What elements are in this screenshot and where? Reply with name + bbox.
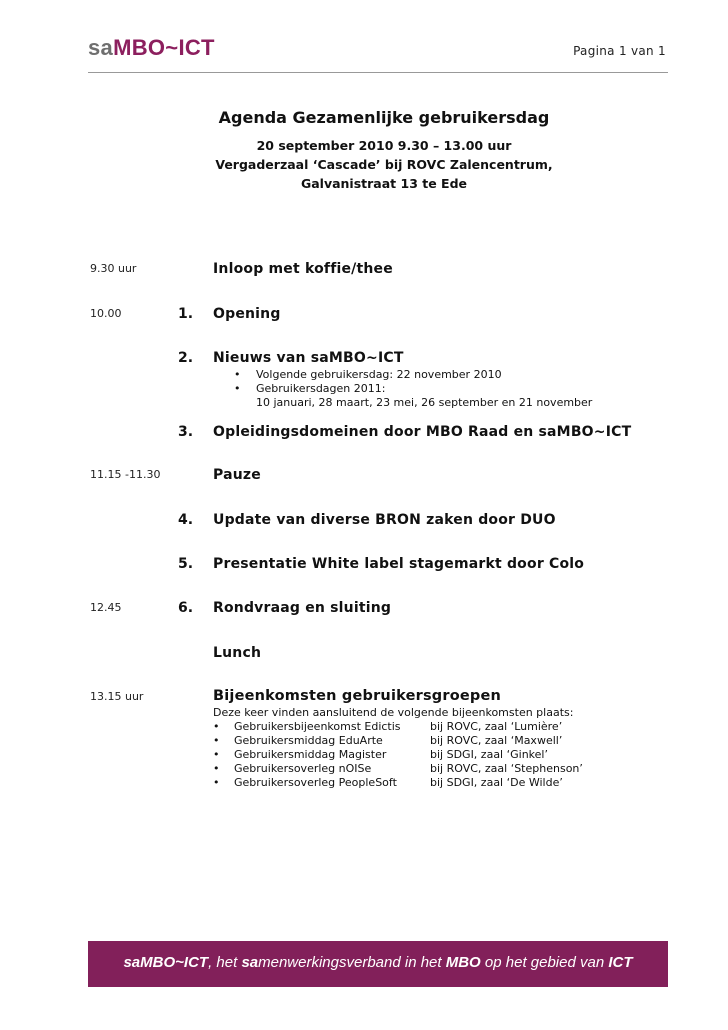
group-name: Gebruikersbijeenkomst Edictis: [234, 720, 401, 733]
footer-emphasis: ICT: [608, 954, 633, 971]
agenda-item-nieuws: Nieuws van saMBO~ICT: [213, 350, 404, 366]
agenda-item-inloop: Inloop met koffie/thee: [213, 261, 393, 277]
bijeenkomsten-note: Deze keer vinden aansluitend de volgende bijeenkomsten plaats:: [213, 706, 574, 719]
footer-brand: saMBO~ICT: [123, 954, 209, 971]
agenda-item-rondvraag: Rondvraag en sluiting: [213, 600, 392, 616]
time-rondvraag: 12.45: [90, 601, 122, 614]
footer-text: op het gebied van: [480, 954, 609, 971]
list-item: [213, 762, 583, 776]
agenda-number-4: 4.: [178, 512, 194, 528]
group-name: Gebruikersoverleg nOISe: [234, 762, 372, 775]
list-item: • Volgende gebruikersdag: 22 november 2010: [234, 368, 502, 382]
group-name: Gebruikersmiddag EduArte: [234, 734, 383, 747]
list-item: • Gebruikersdagen 2011:: [234, 382, 502, 396]
time-pauze: 11.15 -11.30: [90, 468, 161, 481]
group-place: bij SDGI, zaal ‘De Wilde’: [430, 776, 563, 789]
logo-mbo-ict: MBO~ICT: [113, 35, 215, 60]
footer-emphasis: MBO: [445, 954, 481, 971]
event-date-time: 20 september 2010 9.30 – 13.00 uur: [256, 138, 512, 153]
agenda-item-pauze: Pauze: [213, 467, 261, 483]
time-bijeenkomsten: 13.15 uur: [90, 690, 144, 703]
agenda-item-opening: Opening: [213, 306, 281, 322]
agenda-item-opleidingsdomeinen: Opleidingsdomeinen door MBO Raad en saMBO~ICT: [213, 424, 632, 440]
group-name: Gebruikersoverleg PeopleSoft: [234, 776, 397, 789]
agenda-number-5: 5.: [178, 556, 194, 572]
group-name: Gebruikersmiddag Magister: [234, 748, 387, 761]
logo-sa: sa: [88, 35, 114, 60]
list-item: [213, 734, 583, 748]
agenda-number-2: 2.: [178, 350, 194, 366]
user-group-list: [213, 720, 583, 790]
header-divider: [88, 72, 668, 73]
event-venue: Vergaderzaal ‘Cascade’ bij ROVC Zalencentrum,: [215, 157, 553, 172]
agenda-item-update: Update van diverse BRON zaken door DUO: [213, 512, 556, 528]
footer-emphasis: sa: [241, 954, 259, 971]
list-item: [213, 776, 583, 790]
nieuws-dates-2011: 10 januari, 28 maart, 23 mei, 26 september en 21 november: [256, 396, 593, 409]
group-place: bij ROVC, zaal ‘Maxwell’: [430, 734, 563, 747]
page-title: Agenda Gezamenlijke gebruikersdag: [218, 108, 550, 127]
group-place: bij ROVC, zaal ‘Stephenson’: [430, 762, 583, 775]
time-opening: 10.00: [90, 307, 122, 320]
list-item: [213, 748, 583, 762]
group-place: bij ROVC, zaal ‘Lumière’: [430, 720, 563, 733]
footer-text: menwerkingsverband in het: [258, 954, 446, 971]
nieuws-bullet-list: [234, 368, 502, 396]
footer-text: , het: [208, 954, 242, 971]
agenda-number-1: 1.: [178, 306, 194, 322]
agenda-item-bijeenkomsten: Bijeenkomsten gebruikersgroepen: [213, 688, 502, 704]
event-address: Galvanistraat 13 te Ede: [300, 176, 468, 191]
agenda-number-3: 3.: [178, 424, 194, 440]
footer-tagline: [88, 954, 668, 971]
agenda-number-6: 6.: [178, 600, 194, 616]
agenda-item-presentatie: Presentatie White label stagemarkt door Colo: [213, 556, 585, 572]
samboict-logo: [88, 37, 215, 59]
agenda-item-lunch: Lunch: [213, 645, 262, 661]
page-number: Pagina 1 van 1: [573, 44, 666, 58]
list-item: [213, 720, 583, 734]
group-place: bij SDGI, zaal ‘Ginkel’: [430, 748, 548, 761]
time-inloop: 9.30 uur: [90, 262, 137, 275]
footer-banner: [88, 941, 668, 987]
